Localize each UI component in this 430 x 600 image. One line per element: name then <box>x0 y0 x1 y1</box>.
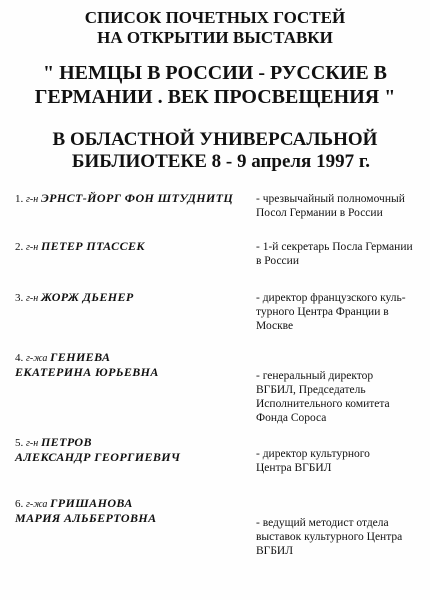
guest-description <box>256 447 426 475</box>
guest-description-line: - чрезвычайный полномочный <box>256 193 405 205</box>
guest-surname: ГЕНИЕВА <box>50 350 111 364</box>
heading-line-2: НА ОТКРЫТИИ ВЫСТАВКИ <box>97 28 333 47</box>
guest-title: г-н <box>26 293 39 304</box>
exhibition-title-line-1: " НЕМЦЫ В РОССИИ - РУССКИЕ В <box>43 62 387 84</box>
guest-title: г-н <box>26 438 39 449</box>
guest-entry <box>15 290 134 305</box>
guest-description-line: Посол Германии в России <box>256 207 383 219</box>
guest-name: ЖОРЖ ДЬЕНЕР <box>40 290 134 304</box>
guest-description-line: ВГБИЛ <box>256 545 294 557</box>
guest-entry <box>15 239 145 254</box>
guest-entry <box>15 496 133 511</box>
guest-description-line: Центра ВГБИЛ <box>256 462 332 474</box>
guest-title: г-жа <box>26 499 48 510</box>
guest-description-line: - ведущий методист отдела <box>256 517 389 529</box>
exhibition-title-line-2: ГЕРМАНИИ . ВЕК ПРОСВЕЩЕНИЯ " <box>34 86 396 108</box>
guest-description-line: выставок культурного Центра <box>256 531 403 543</box>
guest-number: 1. <box>15 193 24 205</box>
heading-line-1: СПИСОК ПОЧЕТНЫХ ГОСТЕЙ <box>84 8 346 27</box>
guest-entry <box>15 191 233 206</box>
guest-given-names: АЛЕКСАНДР ГЕОРГИЕВИЧ <box>15 450 181 464</box>
guest-description-line: в России <box>256 255 299 267</box>
guest-number: 2. <box>15 241 24 253</box>
guest-description-line: турного Центра Франции в <box>256 306 389 318</box>
guest-number: 5. <box>15 437 24 449</box>
guest-entry <box>15 350 110 365</box>
guest-description-line: Исполнительного комитета <box>256 398 390 410</box>
guest-surname: ПЕТРОВ <box>40 435 92 449</box>
guest-name: ЭРНСТ-ЙОРГ ФОН ШТУДНИТЦ <box>40 191 234 205</box>
guest-description <box>256 192 426 220</box>
guest-name: ПЕТЕР ПТАССЕК <box>40 239 145 253</box>
guest-number: 6. <box>15 498 24 510</box>
guest-description-line: - генеральный директор <box>256 370 374 382</box>
guest-title: г-жа <box>26 353 48 364</box>
guest-description <box>256 291 426 333</box>
guest-entry <box>15 435 92 450</box>
guest-description-line: - директор французского куль- <box>256 292 406 304</box>
guest-description-line: - директор культурного <box>256 448 370 460</box>
guest-surname: ГРИШАНОВА <box>50 496 133 510</box>
guest-description-line: Москве <box>256 320 294 332</box>
venue-line: В ОБЛАСТНОЙ УНИВЕРСАЛЬНОЙ <box>52 129 378 150</box>
guest-number: 3. <box>15 292 24 304</box>
guest-title: г-н <box>26 194 39 205</box>
guest-description <box>256 516 426 558</box>
guest-title: г-н <box>26 242 39 253</box>
guest-description-line: Фонда Сороса <box>256 412 327 424</box>
guest-description-line: - 1-й секретарь Посла Германии <box>256 241 413 253</box>
guest-description <box>256 369 426 425</box>
guest-given-names: МАРИЯ АЛЬБЕРТОВНА <box>15 511 157 525</box>
date-line: БИБЛИОТЕКЕ 8 - 9 апреля 1997 г. <box>71 151 371 172</box>
guest-number: 4. <box>15 352 24 364</box>
guest-description-line: ВГБИЛ, Председатель <box>256 384 366 396</box>
guest-description <box>256 240 426 268</box>
guest-given-names: ЕКАТЕРИНА ЮРЬЕВНА <box>15 365 159 379</box>
